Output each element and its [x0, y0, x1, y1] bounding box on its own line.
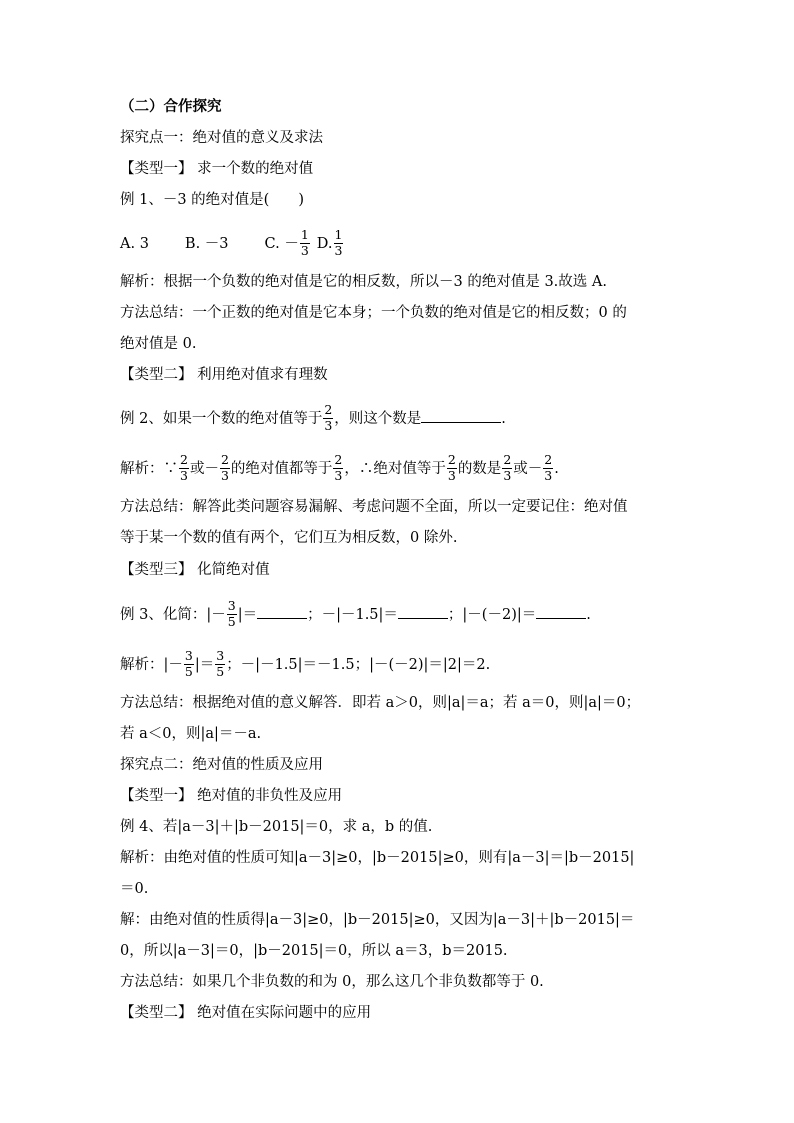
- fraction: $\frac{2}{3}$: [180, 452, 188, 483]
- section-title: （二）合作探究: [120, 98, 222, 115]
- type-1-heading-part2: 【类型一】 绝对值的非负性及应用: [120, 788, 343, 804]
- type-1-heading: 【类型一】 求一个数的绝对值: [120, 161, 314, 177]
- fraction: $\frac{2}{3}$: [544, 452, 553, 483]
- example-1-analysis: 解析：根据一个负数的绝对值是它的相反数，所以－3 的绝对值是 3.故选 A.: [120, 274, 607, 290]
- type-3-heading: 【类型三】 化简绝对值: [120, 562, 270, 578]
- answer-blank: [536, 604, 586, 619]
- fraction: $\frac{2}{3}$: [324, 402, 333, 433]
- fraction: $\frac{2}{3}$: [220, 452, 229, 483]
- example-3-question: 例 3、化简：|－ $\frac{3}{5}$ |＝ ；－|－1.5|＝ ；|－(－2)|＝ .: [120, 598, 591, 629]
- fraction: $\frac{1}{3}$: [334, 227, 343, 258]
- example-3-analysis: 解析：|－ $\frac{3}{5}$ |＝ $\frac{3}{5}$ ；－|－1.5|＝－1.5；|－(－2)|＝|2|＝2.: [120, 648, 491, 679]
- example-3-method-line-1: 方法总结：根据绝对值的意义解答．即若 a＞0，则|a|＝a；若 a＝0，则|a|＝0；: [120, 695, 641, 711]
- fraction: $\frac{3}{5}$: [216, 648, 225, 679]
- example-4-solution-line-2: 0，所以|a－3|＝0，|b－2015|＝0，所以 a＝3，b＝2015.: [120, 943, 508, 959]
- explore-point-1: 探究点一：绝对值的意义及求法: [120, 130, 323, 146]
- example-4-solution-line-1: 解：由绝对值的性质得|a－3|≥0，|b－2015|≥0，又因为|a－3|＋|b－2015|＝: [120, 912, 635, 928]
- example-2-question: 例 2、如果一个数的绝对值等于 $\frac{2}{3}$ ，则这个数是 .: [120, 402, 506, 433]
- answer-blank: [421, 408, 501, 423]
- fraction: $\frac{3}{5}$: [184, 648, 193, 679]
- option-a: A. 3: [120, 236, 149, 252]
- example-1-question: 例 1、－3 的绝对值是( ): [120, 192, 304, 208]
- example-1-method-line-1: 方法总结：一个正数的绝对值是它本身；一个负数的绝对值是它的相反数；0 的: [120, 305, 627, 321]
- example-2-analysis: 解析：∵ $\frac{2}{3}$ 或－ $\frac{2}{3}$ 的绝对值都等于 $\frac{2}{3}$ ，∴绝对值等于 $\frac{2}{3}$ 的数是 $\frac{2}{3}$ 或－ $\frac{2}{3}$ .: [120, 452, 559, 483]
- example-4-question: 例 4、若|a－3|＋|b－2015|＝0，求 a，b 的值.: [120, 819, 433, 835]
- fraction: $\frac{2}{3}$: [334, 452, 343, 483]
- option-c: C. －: [264, 236, 299, 252]
- explore-point-2: 探究点二：绝对值的性质及应用: [120, 757, 323, 773]
- fraction: $\frac{2}{3}$: [503, 452, 512, 483]
- option-b: B. －3: [184, 236, 229, 252]
- type-2-heading-part2: 【类型二】 绝对值在实际问题中的应用: [120, 1005, 372, 1021]
- answer-blank: [257, 604, 307, 619]
- example-1-method-line-2: 绝对值是 0.: [120, 336, 197, 352]
- fraction: $\frac{1}{3}$: [300, 227, 309, 258]
- example-4-method: 方法总结：如果几个非负数的和为 0，那么这几个非负数都等于 0.: [120, 974, 544, 990]
- example-1-options: [120, 227, 344, 258]
- answer-blank: [398, 604, 448, 619]
- example-2-method-line-1: 方法总结：解答此类问题容易漏解、考虑问题不全面，所以一定要记住：绝对值: [120, 499, 628, 515]
- fraction: $\frac{2}{3}$: [447, 452, 456, 483]
- example-4-analysis-line-2: ＝0.: [120, 881, 149, 897]
- example-2-method-line-2: 等于某一个数的值有两个，它们互为相反数，0 除外.: [120, 530, 458, 546]
- fraction: $\frac{3}{5}$: [227, 598, 236, 629]
- type-2-heading: 【类型二】 利用绝对值求有理数: [120, 367, 328, 383]
- option-d: D.: [316, 236, 333, 252]
- example-4-analysis-line-1: 解析：由绝对值的性质可知|a－3|≥0，|b－2015|≥0，则有|a－3|＝|b－2015|: [120, 850, 635, 866]
- example-3-method-line-2: 若 a＜0，则|a|＝－a.: [120, 726, 262, 742]
